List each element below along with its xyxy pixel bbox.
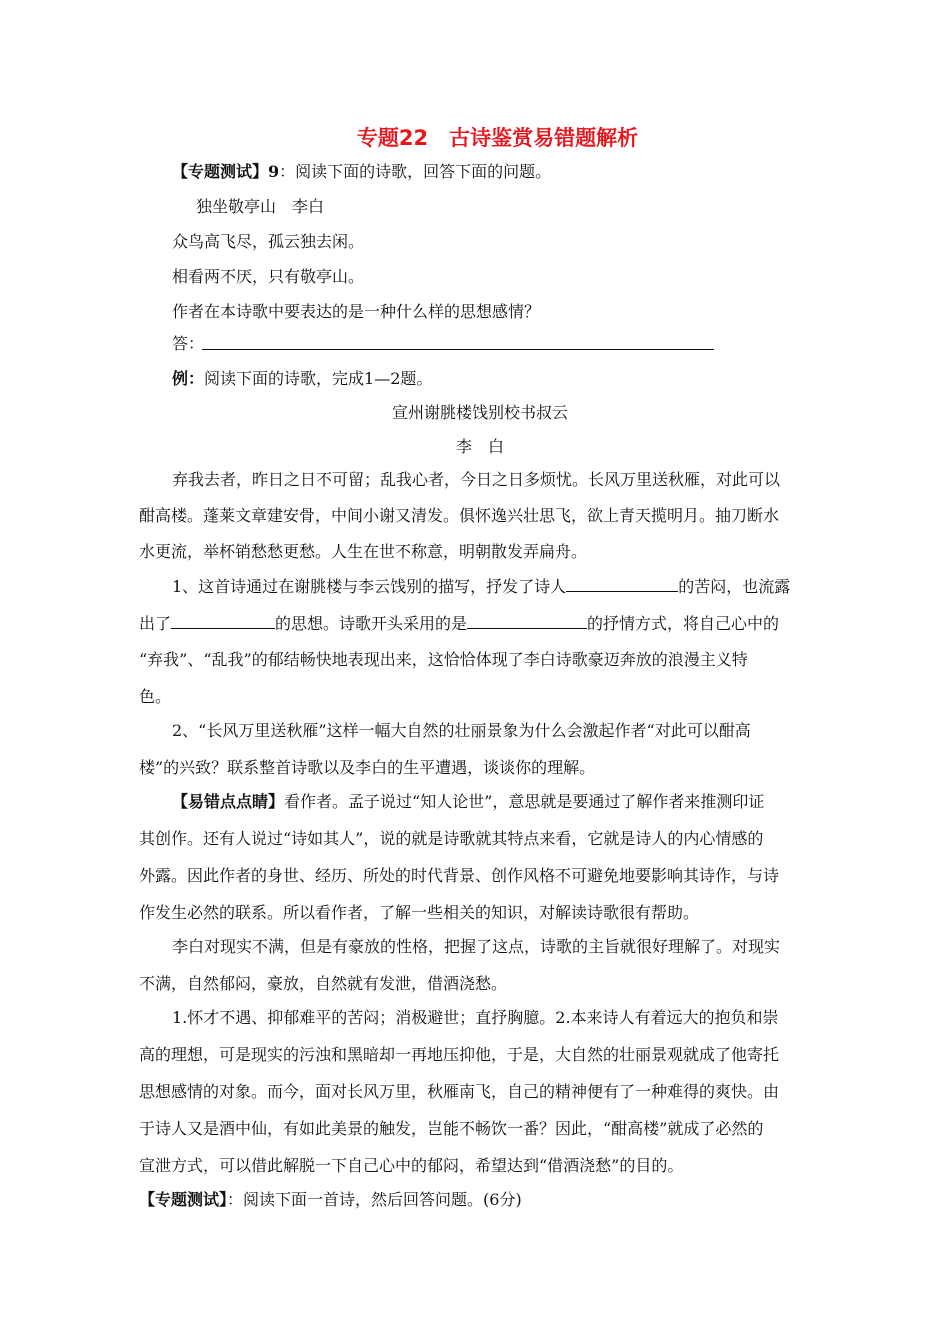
analysis-line: 不满，自然郁闷，豪放，自然就有发泄，借酒浇愁。 xyxy=(139,974,508,993)
test1-poem-line: 众鸟高飞尽，孤云独去闲。 xyxy=(172,232,365,251)
tips-text: 看作者。孟子说过“知人论世”，意思就是要通过了解作者来推测印证 xyxy=(284,792,765,811)
tips-line: 作发生必然的联系。所以看作者，了解一些相关的知识，对解读诗歌很有帮助。 xyxy=(139,903,700,922)
question-2-line: 楼”的兴致？联系整首诗歌以及李白的生平遭遇，谈谈你的理解。 xyxy=(139,758,596,777)
answer-blank-line xyxy=(202,349,714,350)
question-1-line xyxy=(172,575,790,598)
tips-line: 外露。因此作者的身世、经历、所处的时代背景、创作风格不可避免地要影响其诗作，与诗 xyxy=(139,866,780,885)
q1-text: 出了 xyxy=(139,614,172,633)
answer-line: 思想感情的对象。而今，面对长风万里，秋雁南飞，自己的精神便有了一种难得的爽快。由 xyxy=(139,1082,780,1101)
fill-blank xyxy=(171,612,275,629)
fill-blank xyxy=(467,612,587,629)
q1-text: 的抒情方式，将自己心中的 xyxy=(587,614,780,633)
example-poem-author: 李 白 xyxy=(455,437,504,456)
answer-label: 答： xyxy=(172,334,205,353)
tips-line xyxy=(172,791,764,813)
q1-text: 1、这首诗通过在谢朓楼与李云饯别的描写，抒发了诗人 xyxy=(172,577,567,596)
test2-text: ：阅读下面一首诗，然后回答问题。(6分) xyxy=(227,1190,522,1209)
fill-blank xyxy=(566,575,678,592)
example-label: 例： xyxy=(172,369,205,388)
example-instruction xyxy=(172,368,432,390)
test1-question: 作者在本诗歌中要表达的是一种什么样的思想感情？ xyxy=(172,302,541,321)
page-title: 专题22 古诗鉴赏易错题解析 xyxy=(356,126,639,150)
example-poem-line: 水更流，举杯销愁愁更愁。人生在世不称意，明朝散发弄扁舟。 xyxy=(139,542,588,561)
question-1-line: “弃我”、“乱我”的郁结畅快地表现出来，这恰恰体现了李白诗歌豪迈奔放的浪漫主义特 xyxy=(139,650,748,669)
test2-label: 【专题测试】 xyxy=(139,1190,228,1209)
question-1-line: 色。 xyxy=(139,687,172,706)
tips-label: 【易错点点睛】 xyxy=(172,792,285,811)
answer-line: 宣泄方式，可以借此解脱一下自己心中的郁闷，希望达到“借酒浇愁”的目的。 xyxy=(139,1156,684,1175)
q1-text: 的苦闷，也流露 xyxy=(678,577,791,596)
example-poem-line: 酣高楼。蓬莱文章建安骨，中间小谢又清发。俱怀逸兴壮思飞，欲上青天揽明月。抽刀断水 xyxy=(139,506,780,525)
example-text: 阅读下面的诗歌，完成1—2题。 xyxy=(204,369,433,388)
q1-text: 的思想。诗歌开头采用的是 xyxy=(275,614,468,633)
test1-text: ：阅读下面的诗歌，回答下面的问题。 xyxy=(279,162,552,181)
tips-line: 其创作。还有人说过“诗如其人”，说的就是诗歌就其特点来看，它就是诗人的内心情感的 xyxy=(139,829,764,848)
example-poem-line: 弃我去者，昨日之日不可留；乱我心者，今日之日多烦忧。长风万里送秋雁，对此可以 xyxy=(172,470,781,489)
test1-poem-title: 独坐敬亭山 李白 xyxy=(196,197,325,216)
analysis-line: 李白对现实不满，但是有豪放的性格，把握了这点，诗歌的主旨就很好理解了。对现实 xyxy=(172,937,781,956)
test1-label: 【专题测试】 xyxy=(172,162,269,181)
answer-line: 高的理想，可是现实的污浊和黑暗却一再地压抑他，于是，大自然的壮丽景观就成了他寄托 xyxy=(139,1045,780,1064)
answer-line: 于诗人又是酒中仙，有如此美景的触发，岂能不畅饮一番？因此，“酣高楼”就成了必然的 xyxy=(139,1119,764,1138)
question-2-line: 2、“长风万里送秋雁”这样一幅大自然的壮丽景象为什么会激起作者“对此可以酣高 xyxy=(172,721,751,740)
test2-instruction xyxy=(139,1189,522,1211)
test1-poem-line: 相看两不厌，只有敬亭山。 xyxy=(172,267,365,286)
test1-instruction xyxy=(172,161,551,183)
question-1-line xyxy=(139,612,779,635)
answer-line: 1.怀才不遇、抑郁难平的苦闷；消极避世；直抒胸臆。2.本来诗人有着远大的抱负和崇 xyxy=(172,1008,779,1027)
example-poem-title: 宣州谢朓楼饯别校书叔云 xyxy=(391,403,568,422)
test1-number: 9 xyxy=(268,162,280,181)
